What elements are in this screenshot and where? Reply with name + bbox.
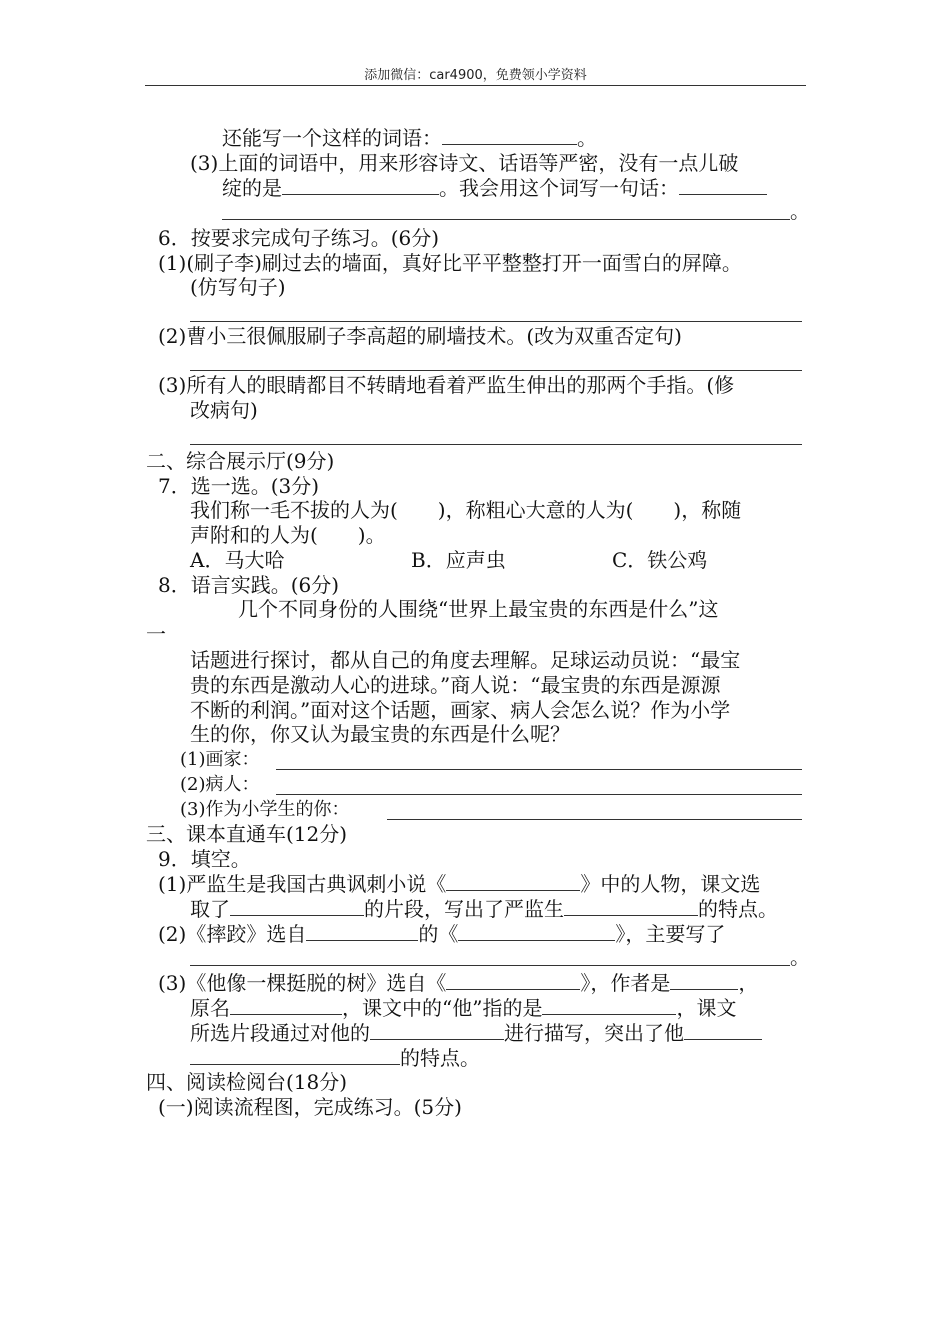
q7-option-c[interactable]: C．铁公鸡 [612,548,708,572]
q7-option-a[interactable]: A．马大哈 [190,548,285,572]
q8-line2: 话题进行探讨，都从自己的角度去理解。足球运动员说：“最宝 [190,648,741,672]
answer-blank[interactable] [442,126,577,145]
q9-part2-end: 。 [790,945,810,969]
q8-line1-overflow: 一 [146,622,166,646]
answer-blank[interactable] [542,996,676,1015]
q5-continuation: 还能写一个这样的词语： 。 [222,126,597,150]
q8-line5: 生的你，你又认为最宝贵的东西是什么呢？ [190,722,570,746]
q7-line1: 我们称一毛不拔的人为( )，称粗心大意的人为( )，称随 [190,498,742,522]
answer-blank[interactable] [684,1021,762,1040]
q8-line3: 贵的东西是激动人心的进球。”商人说：“最宝贵的东西是源源 [190,673,721,697]
q6-part2-line1: (2)曹小三很佩服刷子李高超的刷墙技术。(改为双重否定句) [158,324,682,348]
section-3-title: 三、课本直通车(12分) [146,822,348,846]
answer-blank[interactable] [458,922,615,941]
q9-part3-line1: (3)《他像一棵挺脱的树》选自《 》，作者是 ， [158,971,759,995]
page-header: 添加微信：car4900，免费领小学资料 [364,68,587,83]
q5-part3-line2: 绽的是 。我会用这个词写一句话： [222,176,767,200]
answer-blank[interactable] [230,897,364,916]
answer-blank[interactable] [370,1021,504,1040]
q7-title: 7．选一选。(3分) [158,474,320,498]
answer-line[interactable] [190,370,802,371]
answer-line[interactable] [222,219,790,220]
q9-part3-line2: 原名 ，课文中的“他”指的是 ，课文 [190,996,737,1020]
q9-part1-line1: (1)严监生是我国古典讽刺小说《 》中的人物，课文选 [158,872,761,896]
answer-blank[interactable] [446,971,580,990]
q8-title: 8．语言实践。(6分) [158,573,340,597]
section-4-title: 四、阅读检阅台(18分) [146,1070,348,1094]
q6-part1-line1: (1)(刷子李)刷过去的墙面，真好比平平整整打开一面雪白的屏障。 [158,251,742,275]
q8-answer-3-label: (3)作为小学生的你： [180,799,350,820]
q9-part2-line1: (2)《摔跤》选自 的《 》，主要写了 [158,922,726,946]
answer-line[interactable] [190,965,790,966]
q6-title: 6．按要求完成句子练习。(6分) [158,226,440,250]
q5-end: 。 [790,199,810,223]
answer-blank[interactable] [670,971,738,990]
q8-line4: 不断的利润。”面对这个话题，画家、病人会怎么说？作为小学 [190,698,731,722]
answer-blank[interactable] [306,922,418,941]
answer-blank[interactable] [230,996,342,1015]
answer-blank[interactable] [446,872,580,891]
answer-line[interactable] [190,321,802,322]
q9-part1-line2: 取了 的片段，写出了严监生 的特点。 [190,897,778,921]
answer-blank[interactable] [564,897,698,916]
q8-line1: 几个不同身份的人围绕“世界上最宝贵的东西是什么”这 [238,597,719,621]
answer-blank[interactable] [190,1046,400,1065]
q9-title: 9．填空。 [158,847,251,871]
answer-line[interactable] [276,769,802,770]
q8-answer-1-label: (1)画家： [180,749,260,770]
answer-blank[interactable] [679,176,767,195]
answer-line[interactable] [276,794,802,795]
q7-line2: 声附和的人为( )。 [190,523,386,547]
q8-answer-2-label: (2)病人： [180,774,260,795]
answer-blank[interactable] [282,176,439,195]
answer-line[interactable] [387,819,802,820]
q9-part3-line4: 的特点。 [190,1046,480,1070]
q5-part3-line1: (3)上面的词语中，用来形容诗文、话语等严密，没有一点儿破 [190,151,739,175]
section-2-title: 二、综合展示厅(9分) [146,449,335,473]
q6-part3-line1: (3)所有人的眼睛都目不转睛地看着严监生伸出的那两个手指。(修 [158,373,735,397]
header-divider [145,85,806,86]
q9-part3-line3: 所选片段通过对他的 进行描写，突出了他 [190,1021,762,1045]
q6-part1-line2: (仿写句子) [190,275,286,299]
q7-option-b[interactable]: B．应声虫 [411,548,506,572]
q6-part3-line2: 改病句) [190,398,258,422]
answer-line[interactable] [190,444,802,445]
reading-1-title: (一)阅读流程图，完成练习。(5分) [158,1095,462,1119]
